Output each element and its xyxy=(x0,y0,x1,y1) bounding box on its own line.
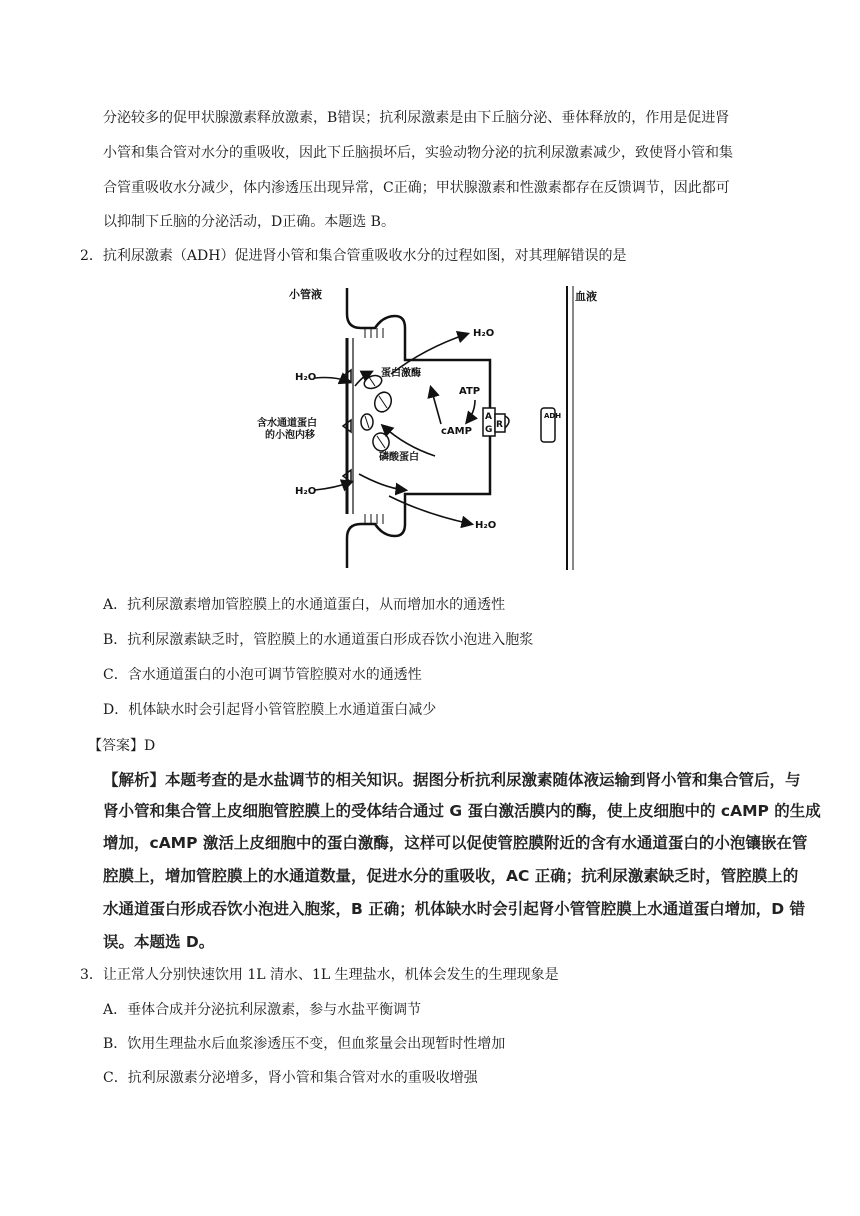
explanation-line-4: 腔膜上，增加管腔膜上的水通道数量，促进水分的重吸收，AC 正确；抗利尿激素缺乏时，管腔膜上的 xyxy=(103,867,799,885)
explanation-line-5: 水通道蛋白形成吞饮小泡进入胞浆，B 正确；机体缺水时会引起肾小管管腔膜上水通道蛋白增加，D 错 xyxy=(103,900,805,918)
receptor-g: G xyxy=(485,425,493,435)
adh-label: ADH xyxy=(544,412,562,420)
phospho-protein-label: 磷酸蛋白 xyxy=(379,452,419,463)
question-2-stem: 2．抗利尿激素（ADH）促进肾小管和集合管重吸收水分的过程如图，对其理解错误的是 xyxy=(80,248,627,264)
question-3-option-c: C．抗利尿激素分泌增多，肾小管和集合管对水的重吸收增强 xyxy=(103,1070,478,1086)
h2o-top-right: H₂O xyxy=(473,328,495,339)
tubule-fluid-label: 小管液 xyxy=(289,288,322,301)
question-2-answer: 【答案】D xyxy=(88,738,156,754)
atp-label: ATP xyxy=(459,386,481,397)
intro-line-1: 分泌较多的促甲状腺激素释放激素，B错误；抗利尿激素是由下丘脑分泌、垂体释放的，作用是促进肾 xyxy=(103,110,730,126)
protein-kinase-label: 蛋白激酶 xyxy=(381,368,421,379)
receptor-a: A xyxy=(485,412,492,422)
explanation-line-6: 误。本题选 D。 xyxy=(103,933,215,951)
intro-line-4: 以抑制下丘脑的分泌活动，D正确。本题选 B。 xyxy=(103,214,395,230)
question-2-option-c: C．含水通道蛋白的小泡可调节管腔膜对水的通透性 xyxy=(103,667,422,683)
h2o-left-top: H₂O xyxy=(295,372,317,383)
h2o-left-bottom: H₂O xyxy=(295,486,317,497)
question-3-option-a: A．垂体合成并分泌抗利尿激素，参与水盐平衡调节 xyxy=(103,1002,422,1018)
question-3-option-b: B．饮用生理盐水后血浆渗透压不变，但血浆量会出现暂时性增加 xyxy=(103,1036,506,1052)
question-3-stem: 3．让正常人分别快速饮用 1L 清水、1L 生理盐水，机体会发生的生理现象是 xyxy=(80,967,559,983)
explanation-line-2: 肾小管和集合管上皮细胞管腔膜上的受体结合通过 G 蛋白激活膜内的酶，使上皮细胞中的 cAMP 的生成 xyxy=(103,802,821,820)
vesicle-label-2: 的小泡内移 xyxy=(265,430,315,441)
intro-line-2: 小管和集合管对水分的重吸收，因此下丘脑损坏后，实验动物分泌的抗利尿激素减少，致使肾小管和集 xyxy=(103,145,733,161)
receptor-r: R xyxy=(496,420,503,430)
intro-line-3: 合管重吸收水分减少，体内渗透压出现异常，C正确；甲状腺激素和性激素都存在反馈调节，因此都可 xyxy=(103,180,730,196)
blood-label: 血液 xyxy=(575,290,597,303)
camp-label: cAMP xyxy=(441,426,472,437)
vesicle-label-1: 含水通道蛋白 xyxy=(257,418,317,429)
question-2-option-b: B．抗利尿激素缺乏时，管腔膜上的水通道蛋白形成吞饮小泡进入胞浆 xyxy=(103,632,534,648)
h2o-bottom-right: H₂O xyxy=(475,520,497,531)
question-2-option-d: D．机体缺水时会引起肾小管管腔膜上水通道蛋白减少 xyxy=(103,702,437,718)
question-2-option-a: A．抗利尿激素增加管腔膜上的水通道蛋白，从而增加水的通透性 xyxy=(103,597,506,613)
explanation-line-1: 【解析】本题考查的是水盐调节的相关知识。据图分析抗利尿激素随体液运输到肾小管和集合管后，与 xyxy=(103,771,801,789)
explanation-line-3: 增加，cAMP 激活上皮细胞中的蛋白激酶，这样可以促使管腔膜附近的含有水通道蛋白的小泡镶嵌在管 xyxy=(103,834,808,852)
adh-diagram xyxy=(255,276,605,572)
